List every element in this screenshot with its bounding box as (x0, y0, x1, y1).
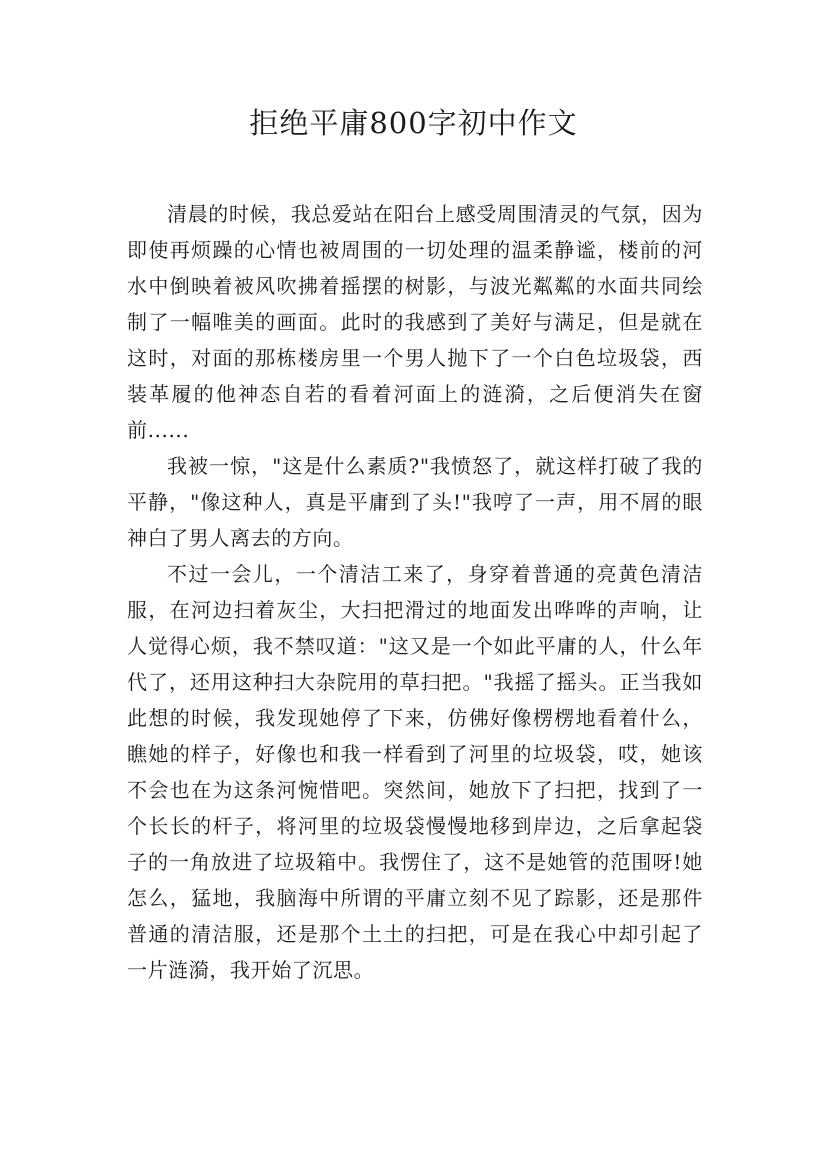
paragraph-2: 我被一惊，"这是什么素质?"我愤怒了，就这样打破了我的平静，"像这种人，真是平庸到了头!"我哼了一声，用不屑的眼神白了男人离去的方向。 (127, 454, 703, 550)
paragraph-1: 清晨的时候，我总爱站在阳台上感受周围清灵的气氛，因为即使再烦躁的心情也被周围的一切处理的温柔静谧，楼前的河水中倒映着被风吹拂着摇摆的树影，与波光粼粼的水面共同绘制了一幅唯美的画面。此时的我感到了美好与满足，但是就在这时，对面的那栋楼房里一个男人抛下了一个白色垃圾袋，西装革履的他神态自若的看着河面上的涟漪，之后便消失在窗前...... (127, 202, 703, 442)
paragraph-3: 不过一会儿，一个清洁工来了，身穿着普通的亮黄色清洁服，在河边扫着灰尘，大扫把滑过的地面发出哗哗的声响，让人觉得心烦，我不禁叹道："这又是一个如此平庸的人，什么年代了，还用这种扫大杂院用的草扫把。"我摇了摇头。正当我如此想的时候，我发现她停了下来，仿佛好像楞楞地看着什么，瞧她的样子，好像也和我一样看到了河里的垃圾袋，哎，她该不会也在为这条河惋惜吧。突然间，她放下了扫把，找到了一个长长的杆子，将河里的垃圾袋慢慢地移到岸边，之后拿起袋子的一角放进了垃圾箱中。我愣住了，这不是她管的范围呀!她怎么，猛地，我脑海中所谓的平庸立刻不见了踪影，还是那件普通的清洁服，还是那个土土的扫把，可是在我心中却引起了一片涟漪，我开始了沉思。 (127, 562, 703, 982)
document-body (127, 196, 703, 988)
document-title: 拒绝平庸800字初中作文 (249, 106, 578, 140)
